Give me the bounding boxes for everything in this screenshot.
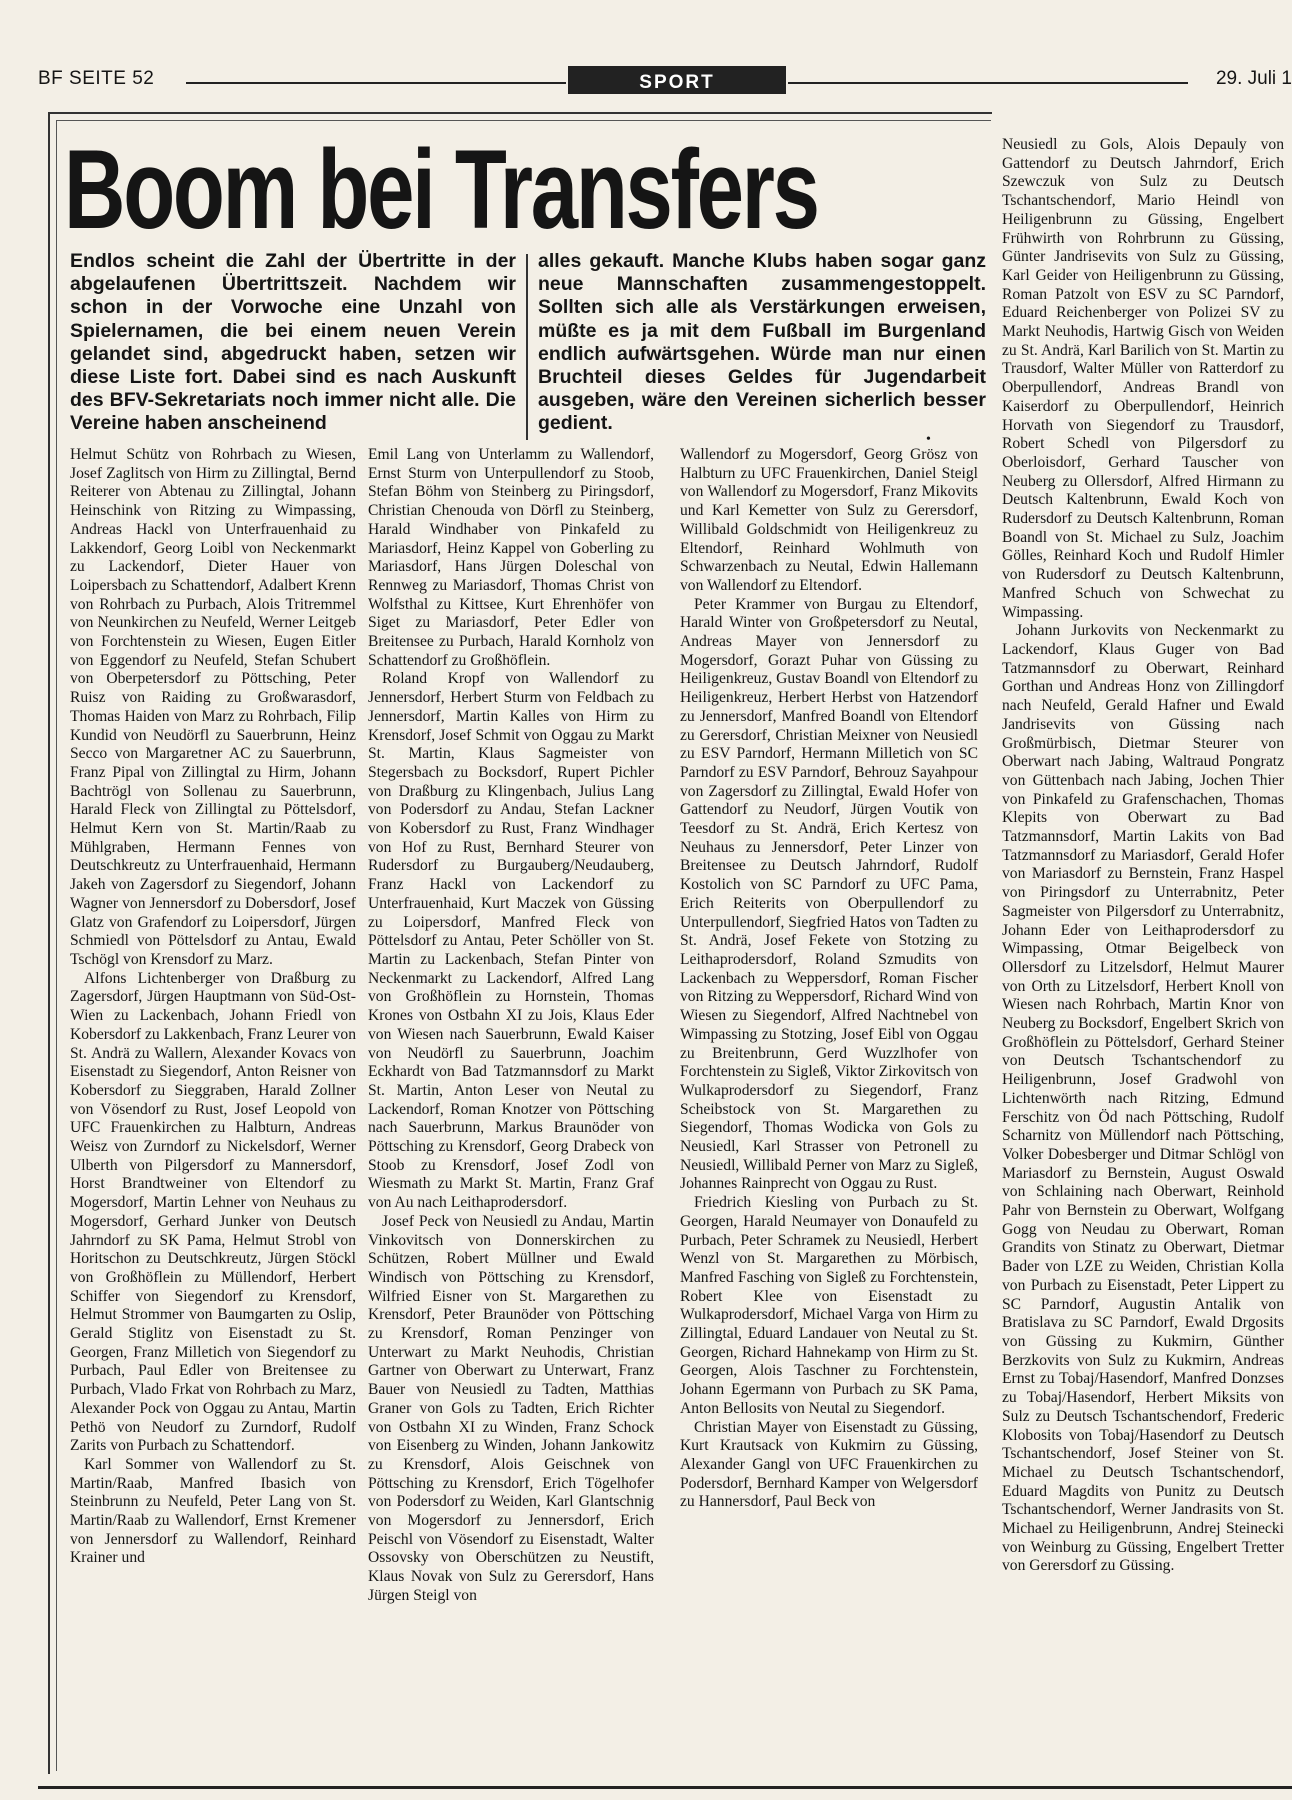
paragraph: Christian Mayer von Eisenstadt zu Güssing, Kurt Krautsack von Kukmirn zu Güssing, Alexander Gangl von UFC Frauenkirchen zu Podersdorf, Bernhard Kamper von Welgersdorf zu Hannersdorf, Paul Beck von [680, 1418, 978, 1511]
section-label: SPORT [568, 66, 786, 94]
lead-separator [526, 254, 528, 440]
paragraph: Helmut Schütz von Rohrbach zu Wiesen, Josef Zaglitsch von Hirm zu Zillingtal, Bernd Reiterer von Abtenau zu Zillingtal, Johann Heinschink von Ritzing zu Wimpassing, Andreas Hackl von Unterfrauenhaid zu Lakkendorf, Georg Loibl von Neckenmarkt zu Lackendorf, Dieter Hauer von Loipersbach zu Schattendorf, Adalbert Krenn von Rohrbach zu Purbach, Alois Tritremmel von Neunkirchen zu Neufeld, Werner Leitgeb von Forchtenstein zu Wiesen, Eugen Eitler von Eggendorf zu Neufeld, Stefan Schubert von Oberpetersdorf zu Pöttsching, Peter Ruisz von Raiding zu Großwarasdorf, Thomas Haiden von Marz zu Rohrbach, Filip Kundid von Neudörfl zu Sauerbrunn, Heinz Secco von Margaretner AC zu Sauerbrunn, Franz Pipal von Zillingtal zu Hirm, Johann Bachtrögl von Sollenau zu Sauerbrunn, Harald Fleck von Zillingtal zu Pöttelsdorf, Helmut Kern von St. Martin/Raab zu Mühlgraben, Hermann Fennes von Deutschkreutz zu Unterfrauenhaid, Hermann Jakeh von Zagersdorf zu Siegendorf, Johann Wagner von Jennersdorf zu Dobersdorf, Josef Glatz von Grafendorf zu Loipersdorf, Jürgen Schmiedl von Pöttelsdorf zu Antau, Ewald Tschögl von Krensdorf zu Marz. [70, 446, 356, 968]
paragraph: Emil Lang von Unterlamm zu Wallendorf, Ernst Sturm von Unterpullendorf zu Stoob, Stefan Böhm von Steinberg zu Piringsdorf, Christian Chenouda von Dörfl zu Steinberg, Harald Windhaber von Pinkafeld zu Mariasdorf, Heinz Kappel von Goberling zu Mariasdorf, Hans Jürgen Doleschal von Rennweg zu Mariasdorf, Thomas Christ von Wolfsthal zu Kittsee, Kurt Ehrenhöfer von Siget zu Mariasdorf, Peter Edler von Breitensee zu Purbach, Harald Kornholz von Schattendorf zu Großhöflein. [368, 446, 654, 669]
paragraph: Friedrich Kiesling von Purbach zu St. Georgen, Harald Neumayer von Donaufeld zu Purbach, Peter Schramek zu Neusiedl, Herbert Wenzl von St. Margarethen zu Mörbisch, Manfred Fasching von Sigleß zu Forchtenstein, Robert Klee von Eisenstadt zu Wulkaprodersdorf, Michael Varga von Hirm zu Zillingtal, Eduard Landauer von Neutal zu St. Georgen, Richard Hahnekamp von Hirm zu St. Georgen, Alois Taschner zu Forchtenstein, Johann Egermann von Purbach zu SK Pama, Anton Bellosits von Neutal zu Siegendorf. [680, 1194, 978, 1417]
header-rule-right [788, 82, 1188, 84]
paragraph: Wallendorf zu Mogersdorf, Georg Grösz von Halbturn zu UFC Frauenkirchen, Daniel Steigl von Wallendorf zu Mogersdorf, Franz Mikovits und Karl Kemetter von Sulz zu Gerersdorf, Willibald Goldschmidt von Heiligenkreuz zu Eltendorf, Reinhard Wohlmuth von Schwarzenbach zu Neutal, Edwin Hallemann von Wallendorf zu Eltendorf. [680, 446, 978, 594]
headline: Boom bei Transfers [64, 127, 818, 252]
column-3 [680, 446, 978, 1512]
lead-text-right: alles gekauft. Manche Klubs haben sogar ganz neue Mannschaften zusammengestoppelt. Sollten sich alle als Verstärkungen erweisen, müßte es ja mit dem Fußball im Burgenland endlich aufwärtsgehen. Würde man nur einen Bruchteil dieses Geldes für Jugendarbeit ausgeben, wäre den Vereinen sicherlich besser gedient. [538, 250, 986, 435]
paragraph: Johann Jurkovits von Neckenmarkt zu Lackendorf, Klaus Guger von Bad Tatzmannsdorf zu Oberwart, Reinhard Gorthan und Andreas Honz von Zillingdorf nach Neufeld, Gerald Hafner und Ewald Jandrisevits von Güssing nach Großmürbisch, Dietmar Steurer von Oberwart nach Jabing, Waltraud Pongratz von Güttenbach nach Jabing, Jochen Thier von Pinkafeld zu Grafenschachen, Thomas Klepits von Oberwart zu Bad Tatzmannsdorf, Martin Lakits von Bad Tatzmannsdorf zu Mariasdorf, Gerald Hofer von Mariasdorf zu Bernstein, Franz Haspel von Piringsdorf zu Unterrabnitz, Peter Sagmeister von Pilgersdorf zu Unterrabnitz, Johann Eder von Leithaprodersdorf zu Wimpassing, Otmar Beigelbeck von Ollersdorf zu Litzelsdorf, Helmut Maurer von Orth zu Litzelsdorf, Herbert Knoll von Wiesen nach Rohrbach, Martin Knor von Neuberg zu Bocksdorf, Engelbert Skrich von Großhöflein zu Pöttelsdorf, Gerhard Steiner von Deutsch Tschantschendorf zu Heiligenbrunn, Josef Gradwohl von Lichtenwörth nach Ritzing, Edmund Ferschitz von Öd nach Pöttsching, Rudolf Scharnitz von Müllendorf nach Pöttsching, Volker Dobesberger und Ditmar Schlögl von Mariasdorf zu Bernstein, August Oswald von Schlaining nach Oberwart, Reinhold Pahr von Bernstein zu Oberwart, Wolfgang Gogg von Neudau zu Oberwart, Roman Grandits von Stinatz zu Oberwart, Dietmar Bader von LZE zu Weiden, Christian Kolla von Purbach zu Eisenstadt, Peter Lippert zu SC Parndorf, Augustin Antalik von Bratislava zu SC Parndorf, Ewald Drgosits von Güssing zu Kukmirn, Günther Berzkovits von Sulz zu Kukmirn, Andreas Ernst zu Tobaj/Hasendorf, Manfred Donzses zu Tobaj/Hasendorf, Herbert Miksits von Sulz zu Deutsch Tschantschendorf, Frederic Klobosits von Tobaj/Hasendorf zu Deutsch Tschantschendorf, Josef Steiner von St. Michael zu Deutsch Tschantschendorf, Eduard Magdits von Punitz zu Deutsch Tschantschendorf, Werner Jandrasits von St. Michael zu Heiligenbrunn, Andrej Steinecki von Weinburg zu Güssing, Engelbert Tretter von Gerersdorf zu Güssing. [1002, 622, 1284, 1575]
decorative-dot: • [926, 432, 931, 447]
paragraph: Peter Krammer von Burgau zu Eltendorf, Harald Winter von Großpetersdorf zu Neutal, Andreas Mayer von Jennersdorf zu Mogersdorf, Gorazt Puhar von Güssing zu Heiligenkreuz, Gustav Boandl von Eltendorf zu Heiligenkreuz, Herbert Herbst von Hatzendorf zu Jennersdorf, Manfred Boandl von Eltendorf zu Gerersdorf, Christian Meixner von Neusiedl zu ESV Parndorf, Hermann Milletich von SC Parndorf zu ESV Parndorf, Behrouz Sayahpour von Zagersdorf zu Zillingtal, Ewald Hofer von Gattendorf zu Neudorf, Jürgen Voutik von Teesdorf zu St. Andrä, Erich Kertesz von Neuhaus zu Jennersdorf, Peter Linzer von Breitensee zu Deutsch Jahrndorf, Rudolf Kostolich von SC Parndorf zu UFC Pama, Erich Reiterits von Oberpullendorf zu Unterpullendorf, Siegfried Hatos von Tadten zu St. Andrä, Josef Fekete von Stotzing zu Leithaprodersdorf, Roland Szmudits von Lackenbach zu Weppersdorf, Roman Fischer von Ritzing zu Weppersdorf, Richard Wind von Wiesen zu Siegendorf, Alfred Nachtnebel von Wimpassing zu Stotzing, Josef Eibl von Oggau zu Breitenbrunn, Gerd Wuzzlhofer von Forchtenstein zu Sigleß, Viktor Zirkovitsch von Wulkaprodersdorf zu Siegendorf, Franz Scheibstock von St. Margarethen zu Siegendorf, Thomas Wodicka von Gols zu Neusiedl, Karl Strasser von Petronell zu Neusiedl, Willibald Perner von Marz zu Sigleß, Johannes Rainprecht von Oggau zu Rust. [680, 595, 978, 1193]
paragraph: Roland Kropf von Wallendorf zu Jennersdorf, Herbert Sturm von Feldbach zu Jennersdorf, Martin Kalles von Hirm zu Krensdorf, Josef Schmit von Oggau zu Markt St. Martin, Klaus Sagmeister von Stegersbach zu Bocksdorf, Rupert Pichler von Draßburg zu Klingenbach, Julius Lang von Podersdorf zu Andau, Stefan Lackner von Kobersdorf zu Rust, Franz Windhager von Hof zu Rust, Bernhard Steurer von Rudersdorf zu Burgauberg/Neudauberg, Franz Hackl von Lackendorf zu Unterfrauenhaid, Kurt Maczek von Güssing zu Loipersdorf, Manfred Fleck von Pöttelsdorf zu Antau, Peter Schöller von St. Martin zu Lackenbach, Stefan Pinter von Neckenmarkt zu Lackendorf, Alfred Lang von Großhöflein zu Hornstein, Thomas Krones von Ostbahn XI zu Jois, Klaus Eder von Wiesen nach Sauerbrunn, Ewald Kaiser von Neudörfl zu Sauerbrunn, Joachim Eckhardt von Bad Tatzmannsdorf zu Markt St. Martin, Anton Leser von Neutal zu Lackendorf, Roman Knotzer von Pöttsching nach Sauerbrunn, Markus Braunöder von Pöttsching zu Krensdorf, Georg Drabeck von Stoob zu Krensdorf, Josef Zodl von Wiesmath zu Markt St. Martin, Franz Graf von Au nach Leithaprodersdorf. [368, 670, 654, 1212]
issue-date: 29. Juli 1 [1215, 68, 1292, 89]
column-2 [368, 446, 654, 1606]
paragraph: Neusiedl zu Gols, Alois Depauly von Gattendorf zu Deutsch Jahrndorf, Erich Szewczuk von Sulz zu Deutsch Tschantschendorf, Mario Heindl von Heiligenbrunn zu Güssing, Engelbert Frühwirth von Rohrbrunn zu Güssing, Günter Jandrisevits von Sulz zu Güssing, Karl Geider von Heiligenbrunn zu Güssing, Roman Patzolt von ESV zu SC Parndorf, Eduard Reichenberger von Polizei SV zu Markt Neuhodis, Hartwig Gisch von Weiden zu St. Andrä, Karl Barilich von St. Martin zu Trausdorf, Walter Müller von Ratterdorf zu Oberpullendorf, Andreas Brandl von Kaiserdorf zu Oberpullendorf, Heinrich Horvath von Siegendorf zu Trausdorf, Robert Schedl von Pilgersdorf zu Oberloisdorf, Gerhard Tauscher von Neuberg zu Ollersdorf, Alfred Hirmann zu Deutsch Kaltenbrunn, Ewald Koch von Rudersdorf zu Deutsch Kaltenbrunn, Roman Boandl von St. Michael zu Sulz, Joachim Gölles, Reinhard Koch und Rudolf Himler von Rudersdorf zu Deutsch Kaltenbrunn, Manfred Schuch von Schwechat zu Wimpassing. [1002, 136, 1284, 621]
header-rule-left [186, 82, 566, 84]
page-number: BF SEITE 52 [38, 68, 155, 89]
footer-rule [38, 1786, 1292, 1789]
column-4 [1002, 136, 1284, 1576]
paragraph: Josef Peck von Neusiedl zu Andau, Martin Vinkovitsch von Donnerskirchen zu Schützen, Robert Müllner und Ewald Windisch von Pöttsching zu Krensdorf, Wilfried Eisner von St. Margarethen zu Krensdorf, Peter Braunöder von Pöttsching zu Krensdorf, Roman Penzinger von Unterwart zu Markt Neuhodis, Christian Gartner von Oberwart zu Unterwart, Franz Bauer von Neusiedl zu Tadten, Matthias Graner von Gols zu Tadten, Erich Richter von Ostbahn XI zu Winden, Franz Schock von Eisenberg zu Winden, Johann Jankowitz zu Krensdorf, Alois Geischnek von Pöttsching zu Krensdorf, Erich Tögelhofer von Podersdorf zu Weiden, Karl Glantschnig von Mogersdorf zu Jennersdorf, Erich Peischl von Vösendorf zu Eisenstadt, Walter Ossovsky von Oberschützen zu Neustift, Klaus Novak von Sulz zu Gerersdorf, Hans Jürgen Steigl von [368, 1212, 654, 1604]
paragraph: Alfons Lichtenberger von Draßburg zu Zagersdorf, Jürgen Hauptmann von Süd-Ost-Wien zu Lackenbach, Johann Friedl von Kobersdorf zu Lakkenbach, Franz Leurer von St. Andrä zu Wallern, Alexander Kovacs von Eisenstadt zu Siegendorf, Anton Reisner von Kobersdorf zu Sieggraben, Harald Zollner von Vösendorf zu Rust, Josef Leopold von UFC Frauenkirchen zu Halbturn, Andreas Weisz von Zurndorf zu Nickelsdorf, Werner Ulberth von Pilgersdorf zu Mannersdorf, Horst Brandtweiner von Eltendorf zu Mogersdorf, Martin Lehner von Neuhaus zu Mogersdorf, Gerhard Junker von Deutsch Jahrndorf zu SK Pama, Helmut Strobl von Horitschon zu Deutschkreutz, Jürgen Stöckl von Großhöflein zu Müllendorf, Herbert Schiffer von Siegendorf zu Krensdorf, Helmut Strommer von Baumgarten zu Oslip, Gerald Stiglitz von Eisenstadt zu St. Georgen, Franz Milletich von Siegendorf zu Purbach, Paul Edler von Breitensee zu Purbach, Vlado Frkat von Rohrbach zu Marz, Alexander Pock von Oggau zu Antau, Martin Pethö von Neudorf zu Zurndorf, Rudolf Zarits von Purbach zu Schattendorf. [70, 969, 356, 1455]
lead-text-left: Endlos scheint die Zahl der Übertritte in der abgelaufenen Übertrittszeit. Nachdem wir schon in der Vorwoche eine Unzahl von Spielernamen, die bei einem neuen Verein gelandet sind, abgedruckt haben, setzen wir diese Liste fort. Dabei sind es nach Auskunft des BFV-Sekretariats noch immer nicht alle. Die Vereine haben anscheinend [70, 250, 516, 435]
paragraph: Karl Sommer von Wallendorf zu St. Martin/Raab, Manfred Ibasich von Steinbrunn zu Neufeld, Peter Lang von St. Martin/Raab zu Wallendorf, Ernst Kremener von Jennersdorf zu Wallendorf, Reinhard Krainer und [70, 1455, 356, 1567]
column-1 [70, 446, 356, 1568]
page-header [38, 66, 1292, 96]
